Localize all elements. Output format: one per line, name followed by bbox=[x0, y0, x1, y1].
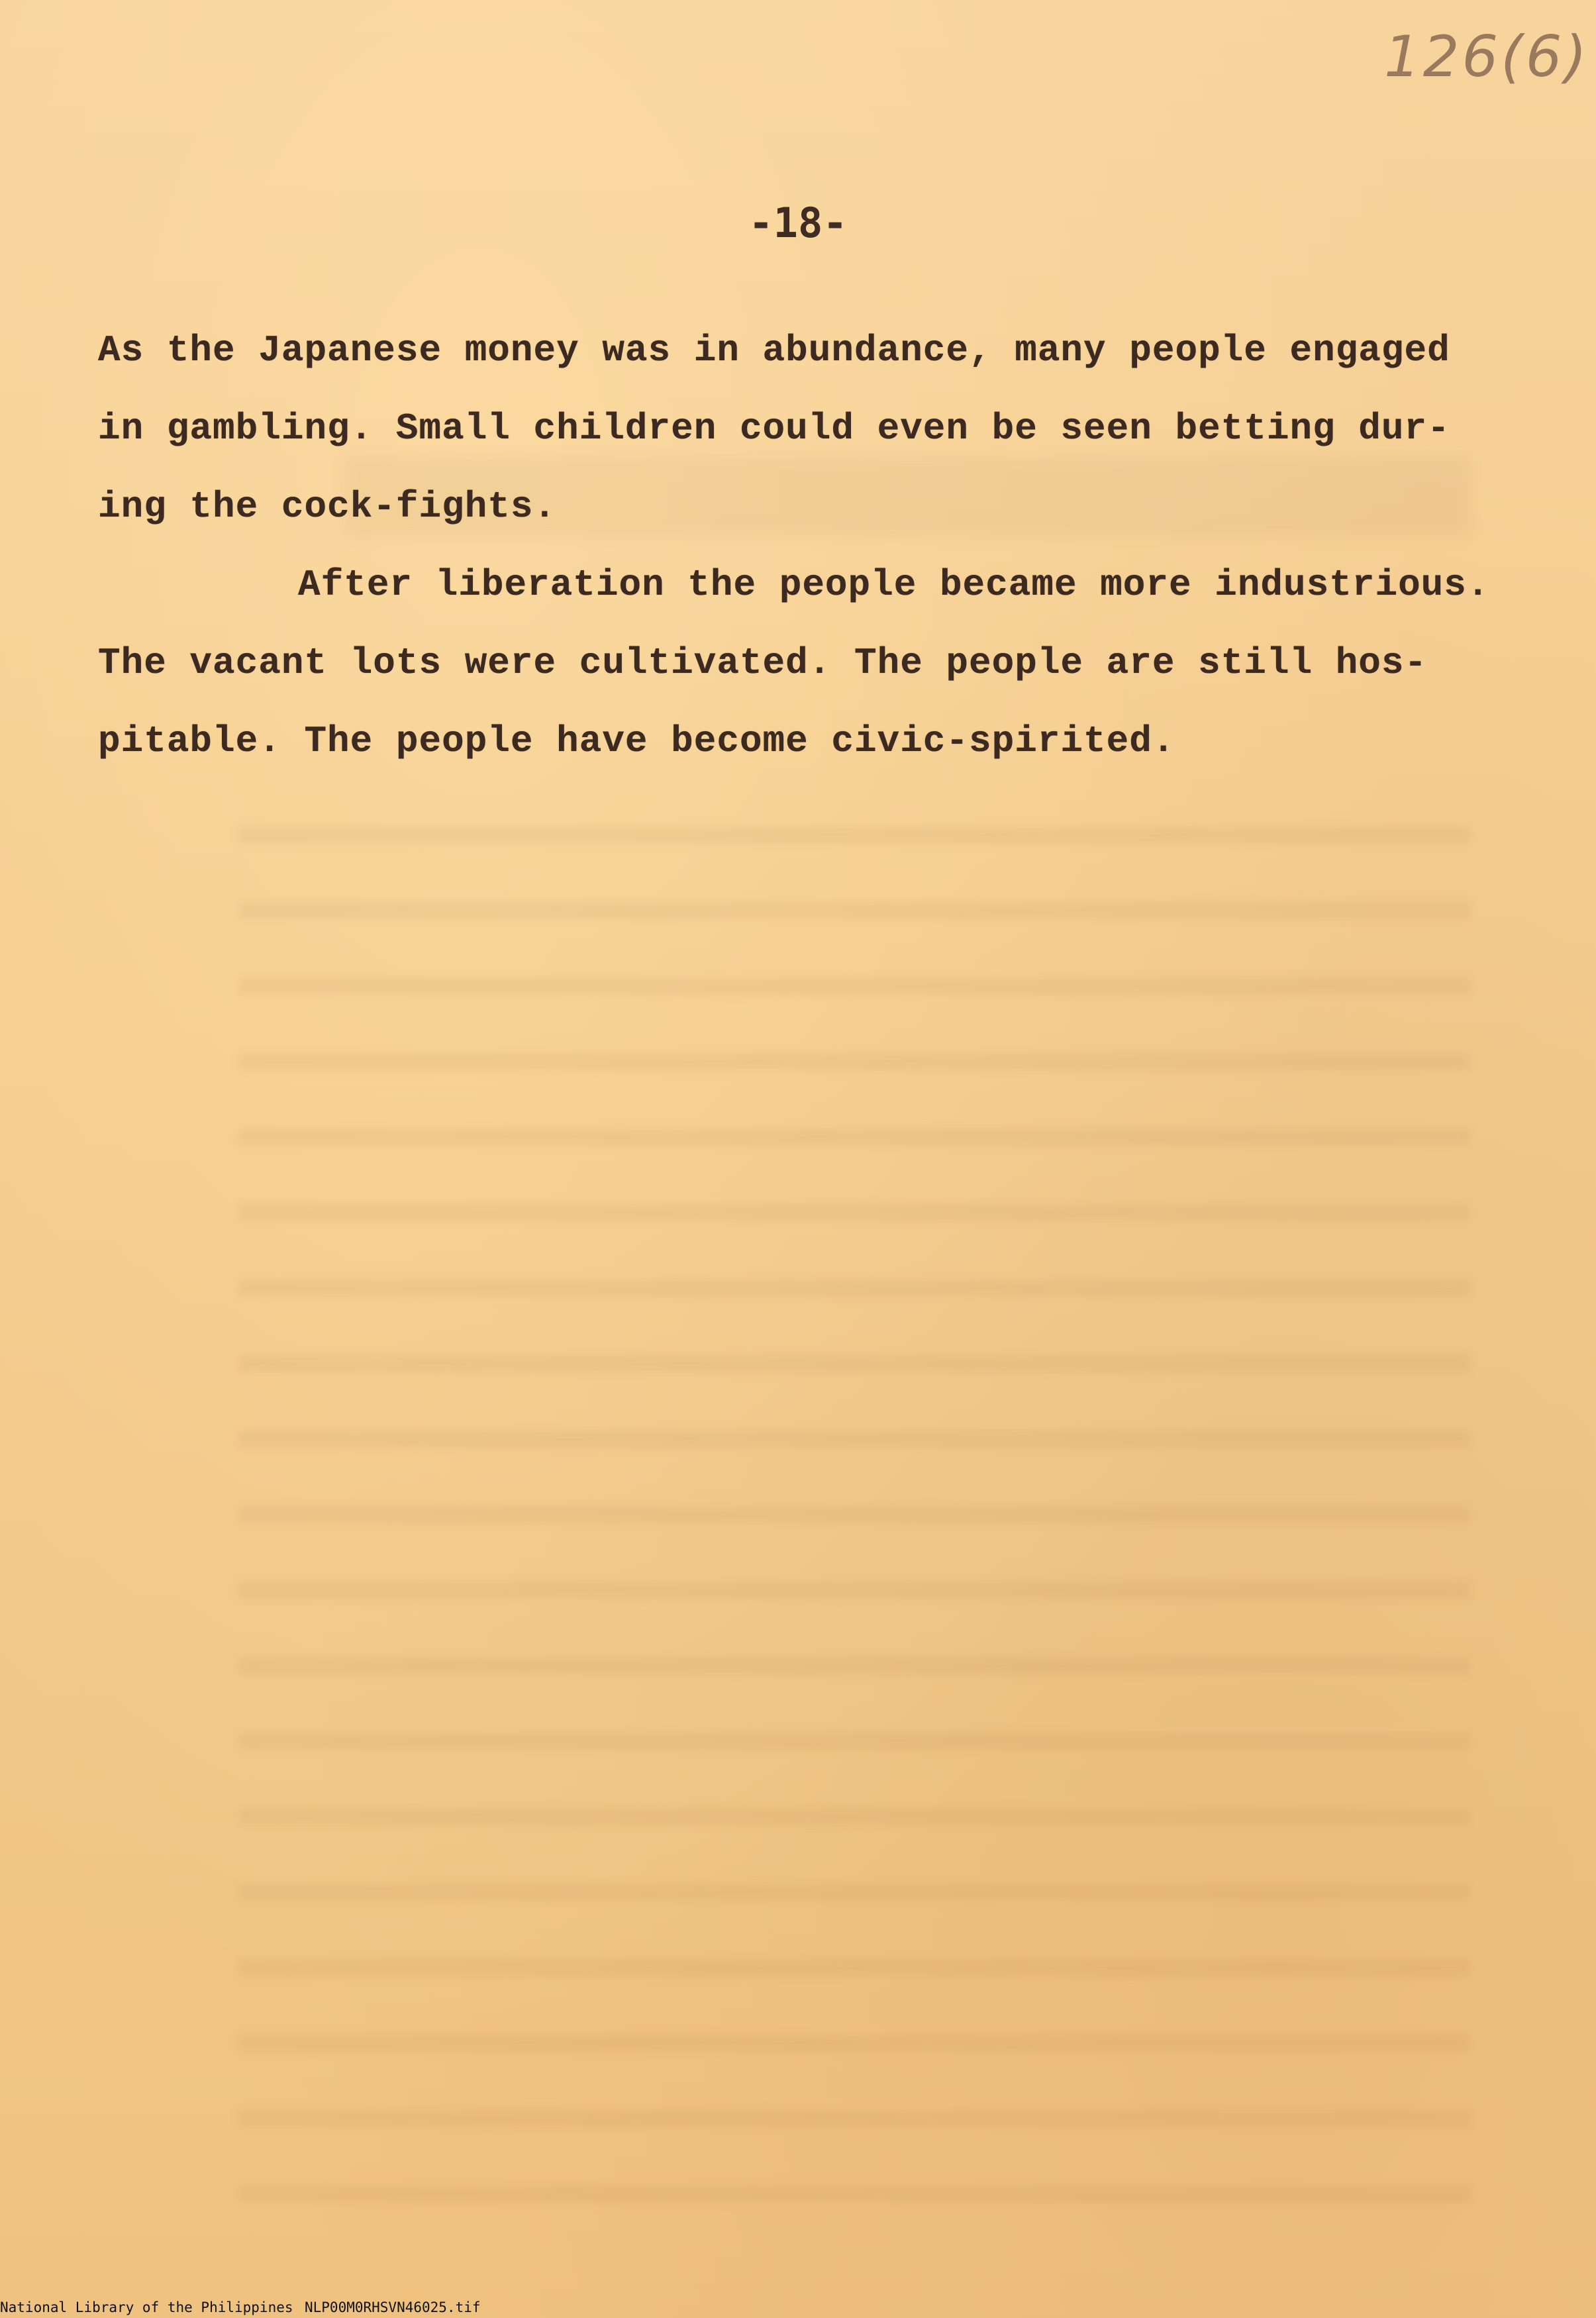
text-line: pitable. The people have become civic-spirited. bbox=[98, 720, 1175, 762]
text-line: ing the cock-fights. bbox=[98, 485, 557, 528]
paragraph-2 bbox=[98, 546, 1495, 780]
page-number: -18- bbox=[748, 199, 848, 247]
handwritten-archive-number: 126(6) bbox=[1384, 24, 1589, 90]
text-line: The vacant lots were cultivated. The people are still hos- bbox=[98, 642, 1428, 684]
paragraph-1 bbox=[98, 311, 1495, 546]
scan-footer bbox=[0, 2297, 1596, 2318]
footer-library-name: National Library of the Philippines bbox=[0, 2299, 293, 2315]
text-line: As the Japanese money was in abundance, many people engaged bbox=[98, 329, 1450, 372]
text-line: After liberation the people became more industrious. bbox=[298, 564, 1490, 606]
reverse-side-bleed-through bbox=[238, 788, 1470, 2245]
footer-file-name: NLP00M0RHSVN46025.tif bbox=[305, 2299, 481, 2315]
text-line: in gambling. Small children could even be seen betting dur- bbox=[98, 407, 1450, 450]
typed-body-text bbox=[98, 311, 1495, 780]
